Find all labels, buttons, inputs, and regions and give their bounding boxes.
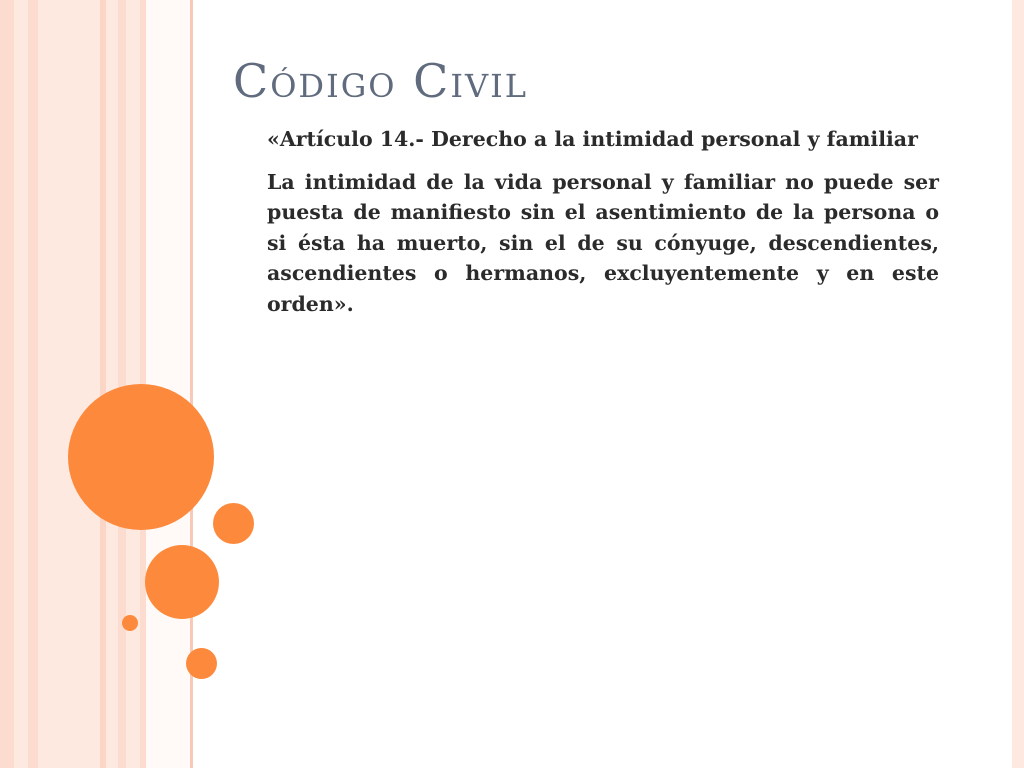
article-body: La intimidad de la vida personal y familiar no puede ser puesta de manifiesto sin el asentimiento de la persona o si ésta ha muerto, sin el de su cónyuge, descendientes, ascendientes o hermanos, excluyentemente y en este orden». (267, 169, 939, 316)
decor-stripe (106, 0, 118, 768)
decor-circle-medium (145, 545, 219, 619)
decor-circle-small (213, 503, 254, 544)
article-heading: «Artículo 14.- Derecho a la intimidad personal y familiar (267, 127, 918, 151)
decor-stripe (28, 0, 38, 768)
decor-stripe (0, 0, 14, 768)
slide-title: Código Civil (233, 54, 528, 108)
decor-circle-small (186, 648, 217, 679)
decor-stripe (14, 0, 28, 768)
decor-stripe (38, 0, 100, 768)
slide-content (267, 124, 939, 331)
decor-stripe (118, 0, 126, 768)
decor-stripe (1012, 0, 1024, 768)
decor-circle-tiny (122, 615, 138, 631)
decor-circle-large (68, 384, 214, 530)
